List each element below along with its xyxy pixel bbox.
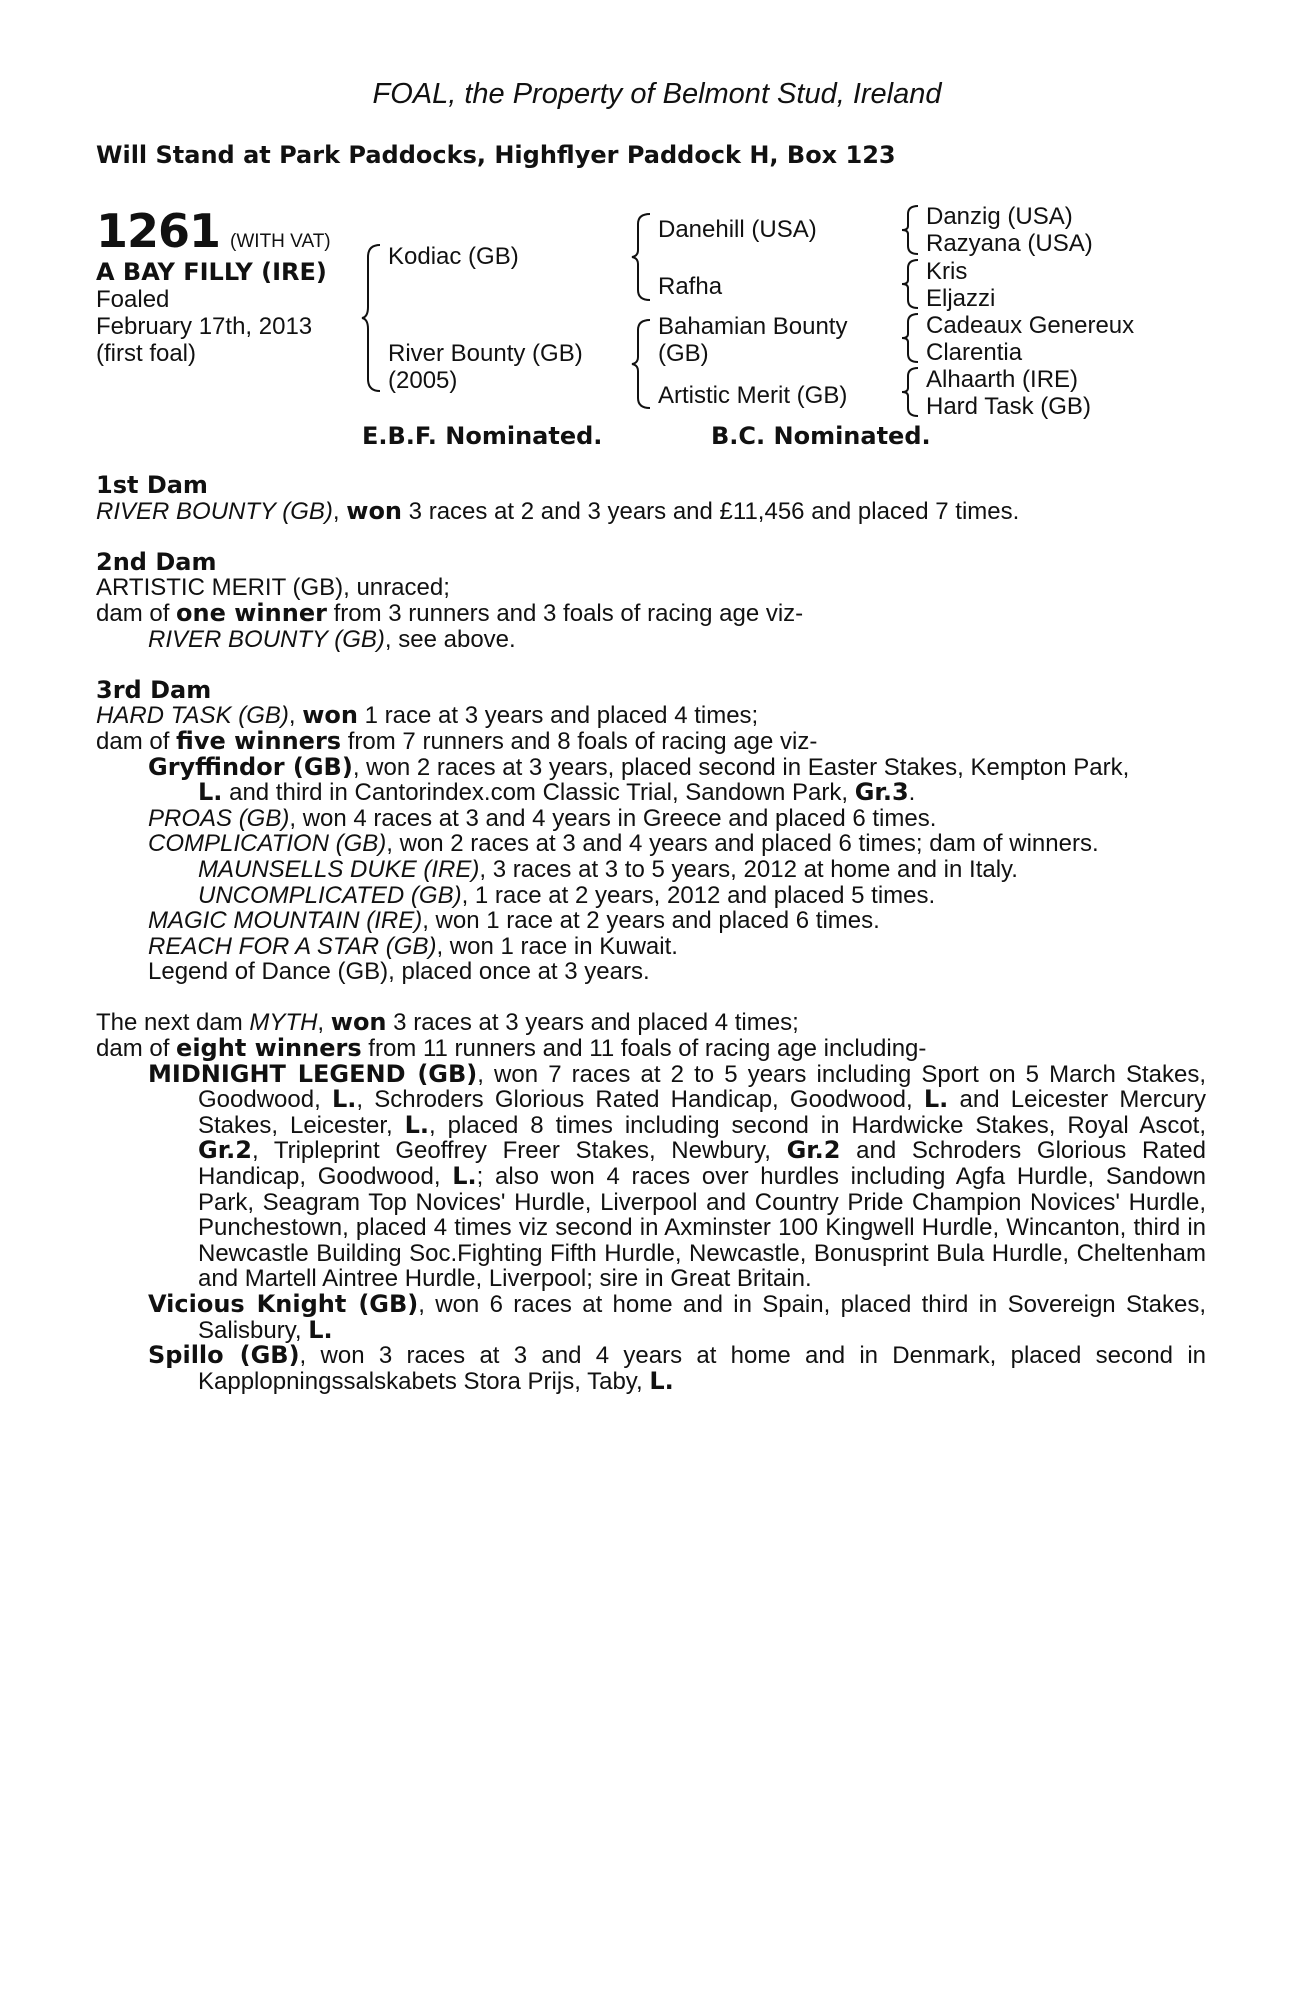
next-dam-line1: The next dam MYTH, won 3 races at 3 years and placed 4 times; (96, 1008, 799, 1037)
produce-midnight-legend (96, 1059, 1207, 1293)
produce-spillo (96, 1343, 1206, 1394)
produce-magic-mountain (96, 908, 1206, 934)
pedigree-brace-g3 (900, 312, 922, 364)
pedigree-brace-g4 (900, 366, 922, 418)
second-dam-line1: ARTISTIC MERIT (GB), unraced; (96, 574, 450, 602)
produce-vicious-knight (96, 1292, 1206, 1343)
pedigree-dam-dam: Artistic Merit (GB) (658, 382, 848, 409)
second-dam-produce (96, 627, 1206, 653)
runners-text: from 3 runners and 3 foals of racing age viz- (326, 599, 804, 627)
runners-text: from 11 runners and 11 foals of racing age including- (361, 1035, 927, 1063)
pedigree-g3: Kris (926, 258, 968, 285)
listed-label: L. (923, 1085, 949, 1114)
runners-text: from 7 runners and 8 foals of racing age viz- (341, 727, 818, 755)
horse-name: Spillo (GB) (148, 1341, 300, 1370)
group-label: Gr.2 (786, 1136, 841, 1165)
produce-gryffindor: Gryffindor (GB), won 2 races at 3 years, placed second in Easter Stakes, Kempton Park, L. and third in Cantorindex.com Classic Trial, Sandown Park, Gr.3. (148, 752, 1130, 807)
page-title: FOAL, the Property of Belmont Stud, Ireland (372, 78, 942, 110)
produce-text: , won 1 race at 2 years and placed 6 times. (422, 907, 880, 935)
produce-text: , won 2 races at 3 years, placed second in Easter Stakes, Kempton Park, (352, 753, 1130, 781)
pedigree-sire-sire: Danehill (USA) (658, 216, 817, 243)
horse-name: RIVER BOUNTY (GB) (96, 497, 333, 525)
produce-uncomplicated (96, 883, 1206, 909)
winners-count: five winners (176, 726, 342, 755)
horse-name: UNCOMPLICATED (GB) (198, 881, 462, 909)
vat-label: (WITH VAT) (230, 231, 331, 252)
lot-number: 1261 (96, 204, 221, 258)
produce-text: , placed 8 times including second in Hardwicke Stakes, Royal Ascot, (429, 1111, 1206, 1139)
produce-text: , 3 races at 3 to 5 years, 2012 at home and in Italy. (479, 855, 1018, 883)
ebf-nominated: E.B.F. Nominated. (362, 422, 603, 450)
next-dam-line2 (96, 1036, 1206, 1062)
produce-text: ; also won 4 races over hurdles including Agfa Hurdle, Sandown Park, Seagram Top Novices' Hurdle, Liverpool and Country Pride Champion Novices' Hurdle, Punchestown, placed 4 times viz second in Axminster 100 Kingwell Hurdle, Wincanton, third in Newcastle Building Soc.Fighting Fifth Hurdle, Newcastle, Bonusprint Bula Hurdle, Cheltenham and Martell Aintree Hurdle, Liverpool; sire in Great Britain. (198, 1163, 1206, 1293)
pedigree-g5: Cadeaux Genereux (926, 312, 1135, 339)
produce-text: , won 7 races at 2 to 5 years including Sport on 5 March Stakes, Goodwood, (198, 1060, 1206, 1114)
third-dam-record: 1 race at 3 years and placed 4 times; (358, 702, 759, 730)
won-label: won (330, 1008, 387, 1037)
horse-name: MAGIC MOUNTAIN (IRE) (148, 907, 423, 935)
produce-record (96, 473, 1206, 1394)
pedigree-g7: Alhaarth (IRE) (926, 366, 1079, 393)
dam-of-label: dam of (96, 1035, 177, 1063)
second-dam-heading: 2nd Dam (96, 547, 217, 576)
produce-text: , won 4 races at 3 and 4 years in Greece and placed 6 times. (289, 804, 937, 832)
pedigree-brace-main (360, 243, 384, 393)
stand-location: Will Stand at Park Paddocks, Highflyer Paddock H, Box 123 (96, 141, 896, 169)
pedigree-g8: Hard Task (GB) (926, 393, 1091, 420)
listed-label: L. (452, 1162, 477, 1191)
horse-name: MYTH (249, 1009, 318, 1037)
horse-name: Vicious Knight (GB) (148, 1290, 419, 1318)
foal-note: (first foal) (96, 340, 197, 367)
dam-of-label: dam of (96, 727, 177, 755)
lot-block (96, 204, 331, 258)
horse-name: COMPLICATION (GB) (148, 830, 387, 858)
horse-name: PROAS (GB) (148, 804, 290, 832)
won-label: won (346, 496, 403, 525)
lot-name: A BAY FILLY (IRE) (96, 258, 327, 286)
pedigree-g6: Clarentia (926, 339, 1023, 366)
produce-text: , won 3 races at 3 and 4 years at home and in Denmark, placed second in Kapplopningssalskabets Stora Prijs, Taby, (198, 1342, 1206, 1395)
listed-label: L. (331, 1085, 357, 1114)
horse-name: MAUNSELLS DUKE (IRE) (198, 855, 480, 883)
group-label: Gr.2 (198, 1136, 252, 1165)
produce-text: and Schroders Glorious Rated Handicap, Goodwood, (198, 1137, 1207, 1191)
pedigree-dam: River Bounty (GB) (388, 340, 583, 367)
produce-proas (96, 806, 1206, 832)
foaled-label: Foaled (96, 286, 170, 313)
produce-text: , see above. (384, 625, 516, 653)
horse-name: REACH FOR A STAR (GB) (148, 932, 437, 960)
foaled-date: February 17th, 2013 (96, 313, 313, 340)
pedigree-brace-sire (630, 212, 654, 302)
pedigree-brace-g2 (900, 258, 922, 310)
pedigree-g2: Razyana (USA) (926, 230, 1093, 257)
produce-complication (96, 831, 1206, 857)
pedigree-dam-sire: Bahamian Bounty (658, 313, 848, 340)
won-label: won (302, 701, 358, 730)
pedigree-g4: Eljazzi (926, 285, 996, 312)
produce-reach-for-a-star (96, 934, 1206, 960)
third-dam-line2 (96, 726, 1206, 755)
produce-text: , won 1 race in Kuwait. (436, 932, 678, 960)
produce-text: , Tripleprint Geoffrey Freer Stakes, Newbury, (251, 1137, 787, 1165)
pedigree-brace-g1 (900, 204, 922, 256)
produce-text: and Leicester Mercury Stakes, Leicester, (198, 1086, 1207, 1139)
listed-label: L. (198, 778, 223, 807)
produce-text: , won 2 races at 3 and 4 years and placed 6 times; dam of winners. (386, 830, 1099, 858)
horse-name: HARD TASK (GB) (96, 702, 289, 730)
third-dam-heading: 3rd Dam (96, 675, 212, 704)
produce-text: , 1 race at 2 years, 2012 and placed 5 times. (461, 881, 936, 909)
first-dam-line: RIVER BOUNTY (GB), won 3 races at 2 and 3 years and £11,456 and placed 7 times. (96, 496, 1020, 525)
first-dam-heading: 1st Dam (96, 471, 208, 499)
produce-text: , won 6 races at home and in Spain, placed third in Sovereign Stakes, Salisbury, (198, 1291, 1207, 1344)
first-dam-record: 3 races at 2 and 3 years and £11,456 and placed 7 times. (402, 497, 1020, 525)
produce-legend-of-dance: Legend of Dance (GB), placed once at 3 years. (148, 958, 650, 986)
second-dam-line2 (96, 598, 1206, 627)
pedigree-dam-year: (2005) (388, 367, 458, 394)
winners-count: one winner (176, 598, 327, 627)
listed-label: L. (404, 1110, 430, 1139)
next-dam-record: 3 races at 3 years and placed 4 times; (386, 1009, 799, 1037)
horse-name: Gryffindor (GB) (148, 752, 353, 781)
bc-nominated: B.C. Nominated. (711, 422, 931, 450)
winners-count: eight winners (176, 1034, 362, 1063)
pedigree-sire-dam: Rafha (658, 273, 723, 300)
produce-text: and third in Cantorindex.com Classic Trial, Sandown Park, (222, 779, 855, 807)
group-label: Gr.3 (854, 778, 909, 807)
produce-text: , Schroders Glorious Rated Handicap, Goodwood, (356, 1086, 924, 1114)
third-dam-line1: HARD TASK (GB), won 1 race at 3 years and placed 4 times; (96, 701, 759, 730)
pedigree-sire: Kodiac (GB) (388, 243, 519, 270)
pedigree-brace-dam (630, 318, 654, 410)
next-dam-intro: The next dam (96, 1009, 250, 1037)
produce-maunsells-duke (96, 857, 1206, 883)
horse-name: RIVER BOUNTY (GB) (148, 625, 385, 653)
pedigree-g1: Danzig (USA) (926, 203, 1073, 230)
listed-label: L. (308, 1315, 333, 1344)
horse-name: MIDNIGHT LEGEND (GB) (148, 1059, 478, 1088)
dam-of-label: dam of (96, 599, 177, 627)
listed-label: L. (649, 1366, 674, 1395)
pedigree-dam-sire-country: (GB) (658, 340, 709, 367)
